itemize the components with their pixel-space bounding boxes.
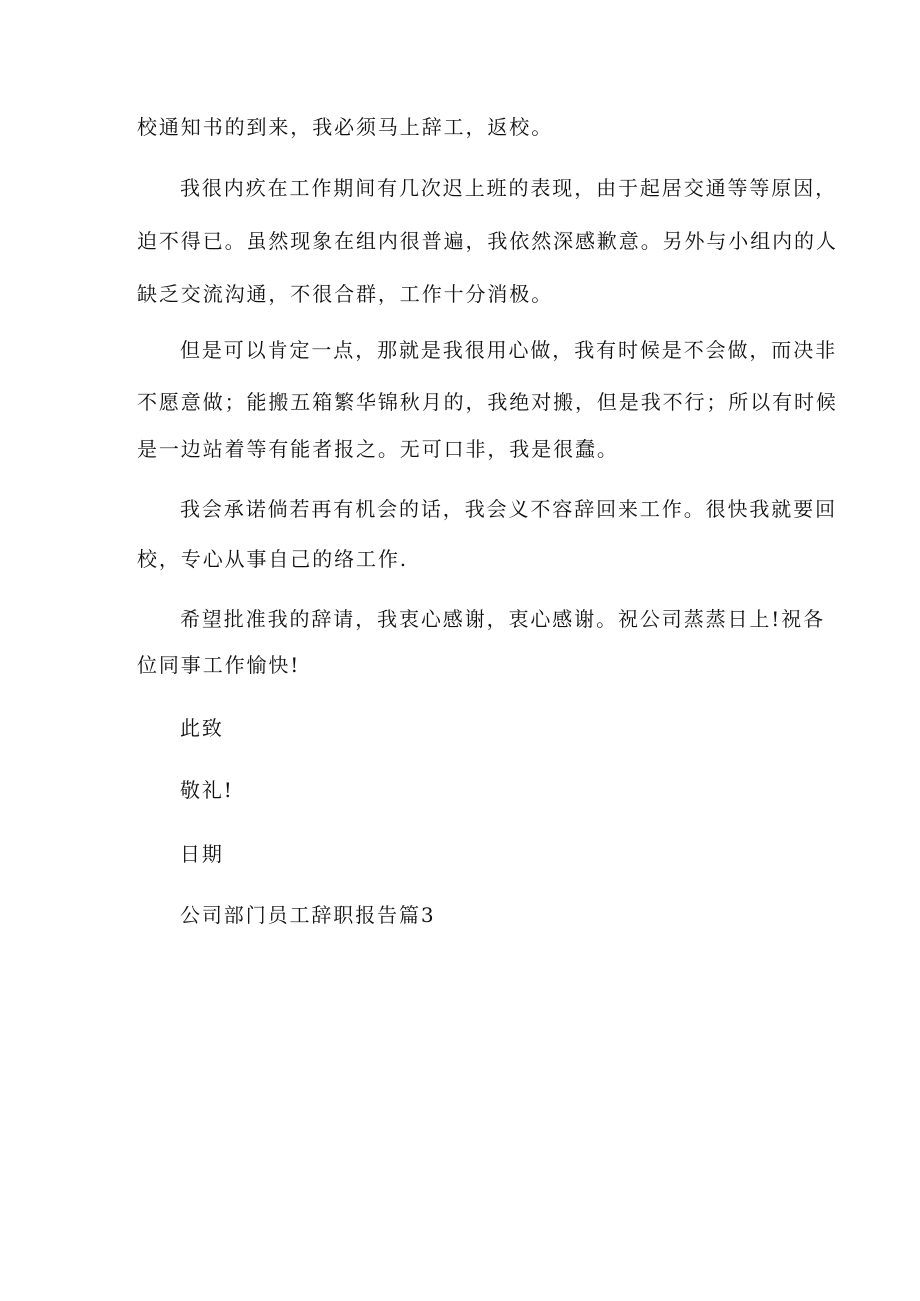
paragraph-4-line-1: 我会承诺倘若再有机会的话，我会义不容辞回来工作。很快我就要回 [180,497,837,521]
paragraph-3-line-3: 是一边站着等有能者报之。无可口非，我是很蠢。 [137,437,619,461]
paragraph-5-line-2: 位同事工作愉快! [137,653,301,677]
paragraph-4-line-2: 校，专心从事自己的络工作. [137,547,409,571]
paragraph-2-line-2: 迫不得已。虽然现象在组内很普遍，我依然深感歉意。另外与小组内的人 [137,229,838,253]
paragraph-5-line-1: 希望批准我的辞请，我衷心感谢，衷心感谢。祝公司蒸蒸日上!祝各 [180,607,826,631]
paragraph-2-line-3: 缺乏交流沟通，不很合群，工作十分消极。 [137,282,554,306]
paragraph-2-line-1: 我很内疚在工作期间有几次迟上班的表现，由于起居交通等等原因， [180,176,837,200]
paragraph-3-line-2: 不愿意做；能搬五箱繁华锦秋月的，我绝对搬，但是我不行；所以有时候 [137,390,838,414]
closing-salutation-1: 此致 [180,716,224,740]
closing-date: 日期 [180,842,224,866]
paragraph-1-line-1: 校通知书的到来，我必须马上辞工，返校。 [137,115,554,139]
paragraph-3-line-1: 但是可以肯定一点，那就是我很用心做，我有时候是不会做，而决非 [180,338,837,362]
closing-salutation-2: 敬礼! [180,778,234,802]
next-section-heading: 公司部门员工辞职报告篇3 [180,903,436,927]
